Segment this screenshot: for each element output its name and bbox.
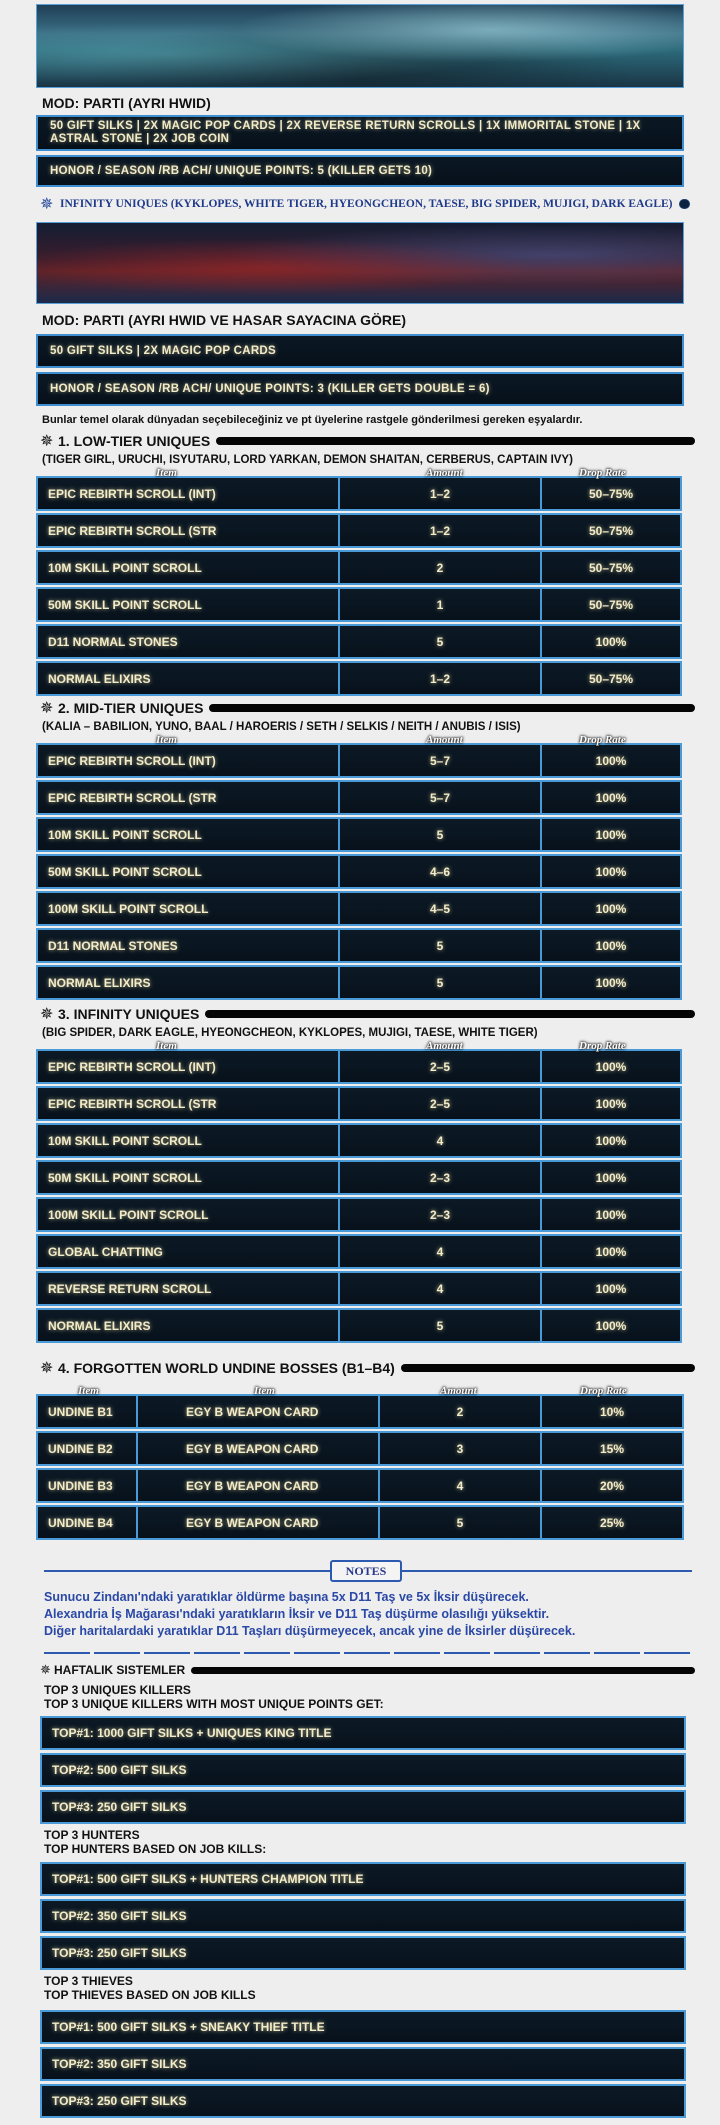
amount-cell: 4–5 (338, 891, 542, 926)
header-drop-rate: Drop Rate (580, 1385, 627, 1397)
table-row (36, 1197, 684, 1234)
amount-cell: 2 (338, 550, 542, 585)
rank-box: TOP#1: 500 GIFT SILKS + SNEAKY THIEF TITLE (40, 2010, 686, 2044)
group-label-thieves (44, 1974, 256, 2002)
header-amount: Amount (440, 1385, 477, 1397)
rank-box: TOP#2: 350 GIFT SILKS (40, 1899, 686, 1933)
drop-rate-cell: 100% (540, 1123, 682, 1158)
header-amount: Amount (426, 734, 463, 746)
rank-box: TOP#2: 500 GIFT SILKS (40, 1753, 686, 1787)
item-cell: EGY B WEAPON CARD (136, 1505, 380, 1540)
table-row (36, 1271, 684, 1308)
amount-cell: 5 (338, 1308, 542, 1343)
table-row (36, 1308, 684, 1345)
group-label: TOP 3 UNIQUES KILLERS (44, 1683, 191, 1697)
table-row (36, 854, 684, 891)
item-cell: EPIC REBIRTH SCROLL (STR (36, 780, 340, 815)
header-boss: Item (78, 1385, 99, 1397)
header-drop-rate: Drop Rate (579, 734, 626, 746)
amount-cell: 4–6 (338, 854, 542, 889)
drop-rate-cell: 100% (540, 928, 682, 963)
drop-rate-cell: 100% (540, 624, 682, 659)
rank-box: TOP#3: 250 GIFT SILKS (40, 2084, 686, 2118)
section-divider (401, 1364, 695, 1372)
amount-cell: 5 (338, 624, 542, 659)
table-row (36, 1049, 684, 1086)
item-cell: 10M SKILL POINT SCROLL (36, 1123, 340, 1158)
amount-cell: 5–7 (338, 780, 542, 815)
header-item: Item (156, 467, 177, 479)
item-cell: EPIC REBIRTH SCROLL (INT) (36, 1049, 340, 1084)
note-line: Sunucu Zindanı'ndaki yaratıklar öldürme başına 5x D11 Taş ve 5x İksir düşürecek. (44, 1590, 529, 1604)
section-1-subtitle: (TIGER GIRL, URUCHI, ISYUTARU, LORD YARKAN, DEMON SHAITAN, CERBERUS, CAPTAIN IVY) (42, 454, 573, 466)
table-row (36, 513, 684, 550)
points-box-parti-hwid: HONOR / SEASON /RB ACH/ UNIQUE POINTS: 5 (KILLER GETS 10) (36, 155, 684, 187)
item-cell: NORMAL ELIXIRS (36, 1308, 340, 1343)
amount-cell: 1–2 (338, 661, 542, 696)
group-label: TOP 3 HUNTERS (44, 1828, 140, 1842)
boss-cell: UNDINE B3 (36, 1468, 138, 1503)
table-row (36, 661, 684, 698)
drop-rate-cell: 100% (540, 1086, 682, 1121)
low-tier-table (36, 467, 684, 698)
drop-rate-cell: 100% (540, 891, 682, 926)
item-cell: NORMAL ELIXIRS (36, 965, 340, 1000)
rewards-box-parti-hwid: 50 GIFT SILKS | 2X MAGIC POP CARDS | 2X REVERSE RETURN SCROLLS | 1X IMMORITAL STONE | 1X ASTRAL STONE | 2X JOB COIN (36, 115, 684, 151)
table-row (36, 1086, 684, 1123)
amount-cell: 4 (338, 1271, 542, 1306)
drop-rate-cell: 50–75% (540, 550, 682, 585)
amount-cell: 5–7 (338, 743, 542, 778)
mid-tier-table (36, 734, 684, 1002)
header-amount: Amount (426, 1040, 463, 1052)
amount-cell: 4 (338, 1123, 542, 1158)
table-row (36, 624, 684, 661)
item-cell: 10M SKILL POINT SCROLL (36, 817, 340, 852)
star-icon: ✵ (40, 1662, 51, 1677)
table-row (36, 587, 684, 624)
section-divider (191, 1667, 695, 1674)
table-row (36, 965, 684, 1002)
table-row (36, 1505, 684, 1542)
drop-rate-cell: 100% (540, 1234, 682, 1269)
group-label-hunters (44, 1828, 266, 1856)
boss-cell: UNDINE B4 (36, 1505, 138, 1540)
header-item: Item (156, 1040, 177, 1052)
header-item: Item (156, 734, 177, 746)
section-4-heading (40, 1358, 695, 1378)
item-cell: EPIC REBIRTH SCROLL (INT) (36, 476, 340, 511)
table-row (36, 1234, 684, 1271)
item-cell: 100M SKILL POINT SCROLL (36, 1197, 340, 1232)
table-row (36, 780, 684, 817)
drop-rate-cell: 50–75% (540, 661, 682, 696)
points-box-parti-hasar: HONOR / SEASON /RB ACH/ UNIQUE POINTS: 3 (KILLER GETS DOUBLE = 6) (36, 372, 684, 406)
drop-rate-cell: 50–75% (540, 513, 682, 548)
amount-cell: 5 (338, 817, 542, 852)
infinity-table (36, 1040, 684, 1345)
header-item: Item (254, 1385, 275, 1397)
star-icon: ✵ (40, 1006, 54, 1023)
amount-cell: 2–3 (338, 1160, 542, 1195)
drop-rate-cell: 10% (540, 1394, 684, 1429)
section-title: 4. FORGOTTEN WORLD UNDINE BOSSES (B1–B4) (58, 1360, 395, 1376)
item-cell: REVERSE RETURN SCROLL (36, 1271, 340, 1306)
item-cell: D11 NORMAL STONES (36, 624, 340, 659)
drop-rate-cell: 100% (540, 1308, 682, 1343)
amount-cell: 2–3 (338, 1197, 542, 1232)
section-title: 1. LOW-TIER UNIQUES (58, 433, 211, 449)
section-divider (209, 704, 695, 712)
note-line: Alexandria İş Mağarası'ndaki yaratıkların İksir ve D11 Taş düşürme olasılığı yüksektir. (44, 1607, 550, 1621)
drop-rate-cell: 100% (540, 1049, 682, 1084)
amount-cell: 4 (378, 1468, 542, 1503)
rank-box: TOP#2: 350 GIFT SILKS (40, 2047, 686, 2081)
item-cell: D11 NORMAL STONES (36, 928, 340, 963)
header-amount: Amount (426, 467, 463, 479)
star-icon: ✵ (40, 700, 54, 717)
group-sublabel: TOP THIEVES BASED ON JOB KILLS (44, 1988, 256, 2002)
section-2-heading (40, 698, 695, 718)
table-row (36, 476, 684, 513)
drop-rate-cell: 20% (540, 1468, 684, 1503)
group-label-uniques (44, 1683, 384, 1711)
weekly-heading (40, 1661, 695, 1679)
weekly-title: HAFTALIK SISTEMLER (54, 1663, 186, 1677)
table-row (36, 1468, 684, 1505)
amount-cell: 1 (338, 587, 542, 622)
section-divider (216, 437, 695, 445)
table-row (36, 817, 684, 854)
amount-cell: 5 (338, 928, 542, 963)
header-drop-rate: Drop Rate (579, 1040, 626, 1052)
amount-cell: 2–5 (338, 1086, 542, 1121)
second-banner-image (36, 222, 684, 304)
divider-pill (679, 199, 691, 209)
mode-title-parti-hasar: MOD: PARTI (AYRI HWID VE HASAR SAYACINA GÖRE) (42, 312, 407, 328)
section-3-subtitle: (BIG SPIDER, DARK EAGLE, HYEONGCHEON, KYKLOPES, MUJIGI, TAESE, WHITE TIGER) (42, 1027, 538, 1039)
boss-cell: UNDINE B1 (36, 1394, 138, 1429)
star-icon: ✵ (40, 196, 54, 213)
section-title: 2. MID-TIER UNIQUES (58, 700, 204, 716)
item-cell: 50M SKILL POINT SCROLL (36, 854, 340, 889)
table-row (36, 891, 684, 928)
item-cell: EGY B WEAPON CARD (136, 1431, 380, 1466)
rank-box: TOP#1: 1000 GIFT SILKS + UNIQUES KING TITLE (40, 1716, 686, 1750)
drop-rate-cell: 25% (540, 1505, 684, 1540)
table-row (36, 928, 684, 965)
rank-box: TOP#3: 250 GIFT SILKS (40, 1936, 686, 1970)
section-3-heading (40, 1004, 695, 1024)
amount-cell: 5 (378, 1505, 542, 1540)
table-row (36, 1431, 684, 1468)
drop-rate-cell: 100% (540, 1160, 682, 1195)
drop-rate-cell: 100% (540, 1271, 682, 1306)
table-row (36, 550, 684, 587)
infinity-uniques-title: INFINITY UNIQUES (KYKLOPES, WHITE TIGER, HYEONGCHEON, TAESE, BIG SPIDER, MUJIGI, DARK EAGLE) (60, 198, 673, 210)
note-line: Diğer haritalardaki yaratıklar D11 Taşları düşürmeyecek, ancak yine de İksirler düşürecek. (44, 1624, 576, 1638)
drop-rate-cell: 100% (540, 743, 682, 778)
rank-box: TOP#1: 500 GIFT SILKS + HUNTERS CHAMPION TITLE (40, 1862, 686, 1896)
section-1-heading (40, 431, 695, 451)
item-cell: 50M SKILL POINT SCROLL (36, 587, 340, 622)
amount-cell: 3 (378, 1431, 542, 1466)
notes-body (44, 1589, 694, 1640)
table-row (36, 1394, 684, 1431)
header-drop-rate: Drop Rate (579, 467, 626, 479)
item-cell: EPIC REBIRTH SCROLL (STR (36, 1086, 340, 1121)
notes-divider-bottom (44, 1652, 692, 1654)
drop-rate-cell: 100% (540, 780, 682, 815)
item-cell: 10M SKILL POINT SCROLL (36, 550, 340, 585)
group-label: TOP 3 THIEVES (44, 1974, 133, 1988)
table-row (36, 1123, 684, 1160)
drop-rate-cell: 100% (540, 854, 682, 889)
top-banner-image (36, 4, 684, 88)
amount-cell: 1–2 (338, 476, 542, 511)
item-cell: EPIC REBIRTH SCROLL (STR (36, 513, 340, 548)
item-cell: NORMAL ELIXIRS (36, 661, 340, 696)
boss-cell: UNDINE B2 (36, 1431, 138, 1466)
item-cell: EGY B WEAPON CARD (136, 1394, 380, 1429)
item-cell: EPIC REBIRTH SCROLL (INT) (36, 743, 340, 778)
item-cell: 50M SKILL POINT SCROLL (36, 1160, 340, 1195)
drop-rate-cell: 50–75% (540, 476, 682, 511)
mode-title-parti-hwid: MOD: PARTI (AYRI HWID) (42, 95, 211, 111)
star-icon: ✵ (40, 433, 54, 450)
intro-note: Bunlar temel olarak dünyadan seçebileceğiniz ve pt üyelerine rastgele gönderilmesi gereken eşyalardır. (42, 414, 583, 426)
item-cell: EGY B WEAPON CARD (136, 1468, 380, 1503)
drop-rate-cell: 100% (540, 817, 682, 852)
item-cell: GLOBAL CHATTING (36, 1234, 340, 1269)
item-cell: 100M SKILL POINT SCROLL (36, 891, 340, 926)
section-title: 3. INFINITY UNIQUES (58, 1006, 200, 1022)
amount-cell: 1–2 (338, 513, 542, 548)
rewards-box-parti-hasar: 50 GIFT SILKS | 2X MAGIC POP CARDS (36, 334, 684, 368)
table-row (36, 1160, 684, 1197)
amount-cell: 4 (338, 1234, 542, 1269)
section-divider (205, 1010, 695, 1018)
amount-cell: 2–5 (338, 1049, 542, 1084)
amount-cell: 5 (338, 965, 542, 1000)
group-sublabel: TOP 3 UNIQUE KILLERS WITH MOST UNIQUE POINTS GET: (44, 1697, 384, 1711)
drop-rate-cell: 100% (540, 965, 682, 1000)
group-sublabel: TOP HUNTERS BASED ON JOB KILLS: (44, 1842, 267, 1856)
drop-rate-cell: 100% (540, 1197, 682, 1232)
undine-bosses-table (36, 1385, 684, 1542)
drop-rate-cell: 50–75% (540, 587, 682, 622)
section-2-subtitle: (KALIA – BABILION, YUNO, BAAL / HAROERIS / SETH / SELKIS / NEITH / ANUBIS / ISIS) (42, 721, 521, 733)
amount-cell: 2 (378, 1394, 542, 1429)
notes-badge: NOTES (330, 1560, 402, 1582)
table-row (36, 743, 684, 780)
infinity-uniques-banner (40, 195, 690, 213)
star-icon: ✵ (40, 1360, 54, 1377)
rank-box: TOP#3: 250 GIFT SILKS (40, 1790, 686, 1824)
drop-rate-cell: 15% (540, 1431, 684, 1466)
